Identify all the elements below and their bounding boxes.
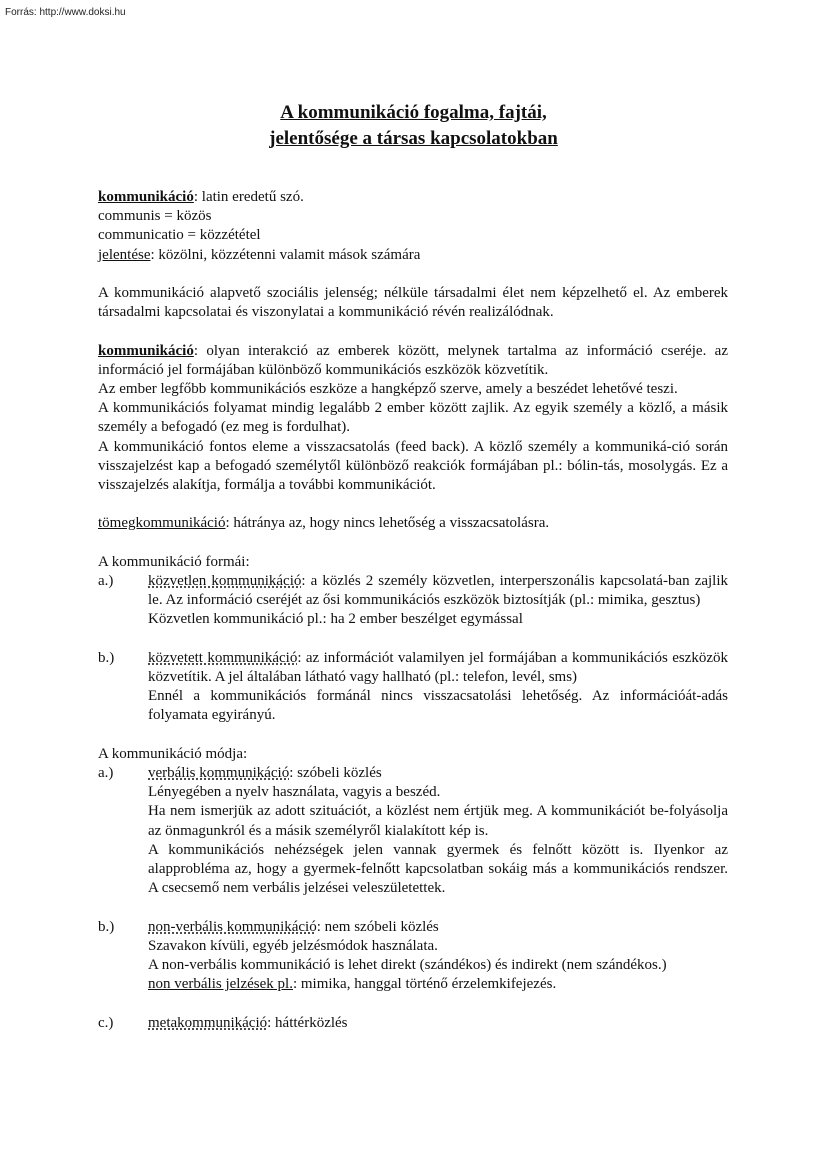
verbal-communication-term: verbális kommunikáció — [148, 765, 290, 781]
intro-paragraph: A kommunikáció alapvető szociális jelenség; nélküle társadalmi élet nem képzelhető el. Az emberek társadalmi kapcsolatai és viszonylatai a kommunikáció révén realizálódnak. — [98, 285, 728, 321]
list-marker: b.) — [98, 918, 115, 935]
interaction-paragraph: kommunikáció: olyan interakció az emberek között, melynek tartalma az információ cseréje. az információ jel formájában különböző kommunikációs eszközök közvetítik. — [98, 342, 728, 378]
definition-communis: communis = közös — [98, 208, 212, 225]
forms-item-a: a.) közvetlen kommunikáció: a közlés 2 személy közvetlen, interperszonális kapcsolatá-ban zajlik le. Az információ cseréjét az ősi kommunikációs eszközök biztosítják (pl.: mimika, gesztus) Közvetlen kommunikáció pl.: ha 2 ember beszélget egymással — [98, 572, 728, 630]
forms-heading: A kommunikáció formái: — [98, 553, 250, 570]
page-title — [0, 100, 827, 152]
nonverbal-signals-term: non verbális jelzések pl. — [148, 976, 293, 993]
metacommunication-term: metakommunikáció — [148, 1014, 268, 1031]
indirect-communication-note: Ennél a kommunikációs formánál nincs visszacsatolási lehetőség. Az információát-adás folyamata egyirányú. — [148, 688, 728, 724]
indirect-communication-term: közvetett kommunikáció — [148, 649, 298, 666]
mass-communication-paragraph: tömegkommunikáció: hátránya az, hogy nincs lehetőség a visszacsatolásra. — [98, 515, 550, 532]
list-marker: c.) — [98, 1014, 114, 1031]
definition-term: kommunikáció — [98, 189, 194, 205]
definition-line: kommunikáció: latin eredetű szó. — [98, 189, 304, 205]
meaning-term: jelentése — [98, 246, 151, 263]
modes-item-b: b.) non-verbális kommunikáció: nem szóbeli közlés Szavakon kívüli, egyéb jelzésmódok használata. A non-verbális kommunikáció is lehet direkt (szándékos) és indirekt (nem szándékos.) non verbális jelzések pl.: mimika, hanggal történő érzelemkifejezés. — [98, 918, 667, 993]
interaction-term: kommunikáció — [98, 342, 194, 359]
document-body — [98, 188, 728, 1033]
direct-communication-example: Közvetlen kommunikáció pl.: ha 2 ember beszélget egymással — [148, 611, 523, 628]
modes-item-a: a.) verbális kommunikáció: szóbeli közlés Lényegében a nyelv használata, vagyis a beszéd. Ha nem ismerjük az adott szituációt, a közlést nem értjük meg. A kommunikációt be-folyásolja az önmagunkról és a másik személyről kialakított kép is. A kommunikációs nehézségek jelen vannak gyermek és felnőtt között is. Ilyenkor az alapprobléma az, hogy a gyermek-felnőtt kapcsolatban sokáig más a kommunikációs rendszer. A csecsemő nem verbális jelzései veleszületettek. — [98, 765, 728, 897]
title-line-1: A kommunikáció fogalma, fajtái, — [280, 102, 547, 123]
nonverbal-communication-term: non-verbális kommunikáció — [148, 918, 317, 935]
source-label: Forrás: http://www.doksi.hu — [5, 7, 126, 18]
list-marker: b.) — [98, 649, 115, 666]
direct-communication-term: közvetlen kommunikáció — [148, 573, 302, 589]
list-marker: a.) — [98, 765, 114, 781]
forms-item-b: b.) közvetett kommunikáció: az információt valamilyen jel formájában a kommunikációs eszközök közvetítik. A jel általában látható vagy hallható (pl.: telefon, levél, sms) Ennél a kommunikációs formánál nincs visszacsatolási lehetőség. Az információát-adás folyamata egyirányú. — [98, 649, 728, 726]
definition-communicatio: communicatio = közzététel — [98, 227, 261, 244]
modes-heading: A kommunikáció módja: — [98, 745, 248, 762]
list-marker: a.) — [98, 573, 114, 589]
title-line-2: jelentősége a társas kapcsolatokban — [269, 128, 558, 149]
speech-paragraph: Az ember legfőbb kommunikációs eszköze a hangképző szerve, amely a beszédet lehetővé teszi. — [98, 381, 678, 397]
mass-communication-term: tömegkommunikáció — [98, 515, 226, 532]
definition-meaning: jelentése: közölni, közzétenni valamit mások számára — [98, 246, 421, 263]
feedback-paragraph: A kommunikáció fontos eleme a visszacsatolás (feed back). A közlő személy a kommuniká-ció során visszajelzést kap a befogadó személytől különböző reakciók formájában pl.: bólin-tás, mosolygás. Ez a visszajelzés alakítja, formálja a további kommunikációt. — [98, 438, 728, 494]
modes-item-c: c.) metakommunikáció: háttérközlés — [98, 1014, 728, 1033]
process-paragraph: A kommunikációs folyamat mindig legalább 2 ember között zajlik. Az egyik személy a közlő, a másik személy a befogadó (ez meg is fordulhat). — [98, 400, 728, 436]
